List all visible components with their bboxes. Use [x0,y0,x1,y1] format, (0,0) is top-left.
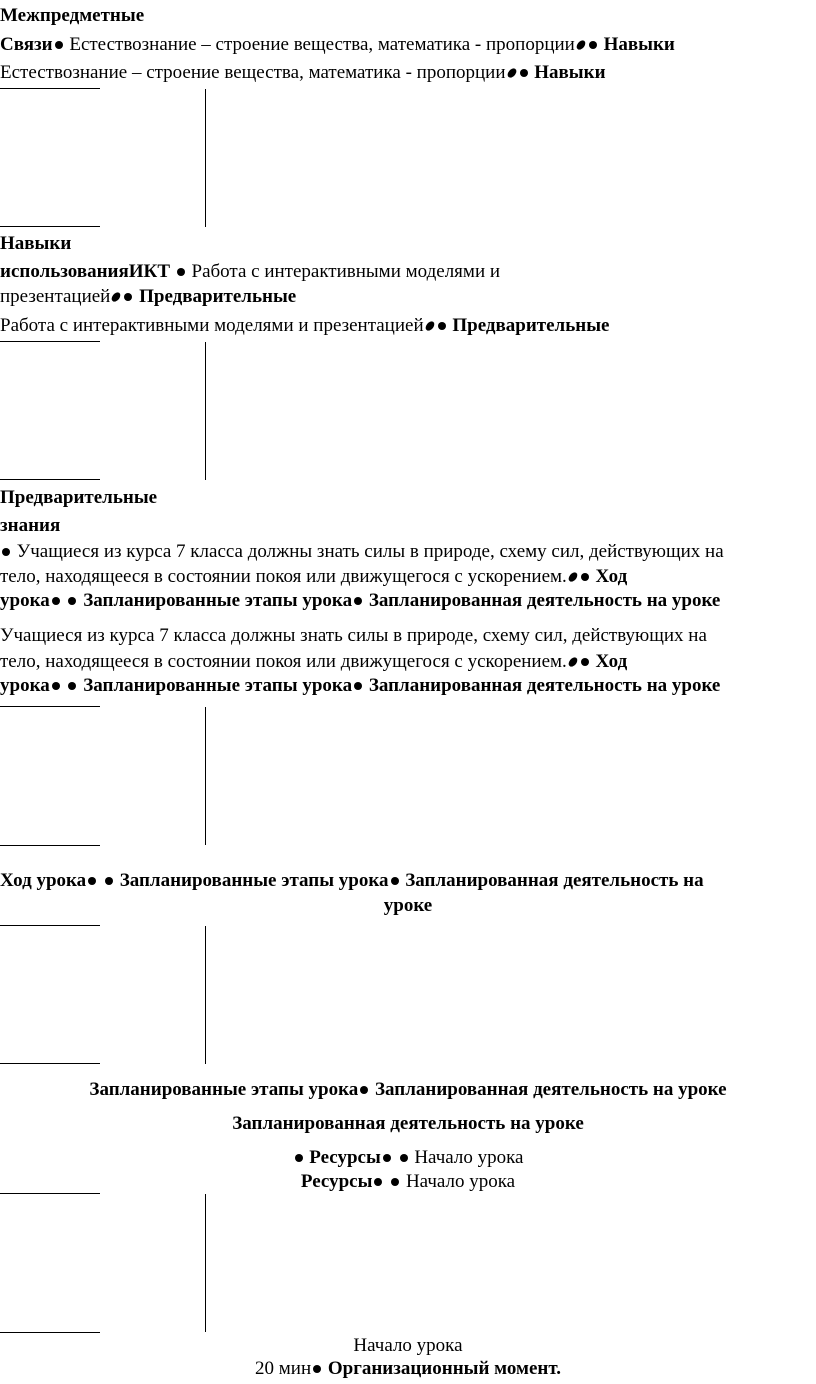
bullet-icon [506,68,517,77]
divider-top [0,88,100,89]
bullet-icon [520,69,528,77]
divider-vertical [205,89,206,227]
divider-vertical [205,1194,206,1332]
skills-line: использованияИКТ Работа с интерактивными моделями и [0,261,501,282]
skills-line-repeat: Работа с интерактивными моделями и презентацией Предварительные [0,315,610,336]
bullet-icon [424,321,435,330]
organizational-moment-line: 20 мин Организационный момент. [255,1358,561,1379]
lesson-flow-line: Ход урока Запланированные этапы урока Запланированная деятельность на [0,870,704,891]
bullet-icon [360,1086,368,1094]
bullet-icon [391,877,399,885]
section-title-interdisciplinary: Межпредметные [0,5,145,26]
bullet-icon [383,1154,391,1162]
bullet-icon [111,292,122,301]
divider-bottom [0,479,100,480]
prior-knowledge-repeat-1: Учащиеся из курса 7 класса должны знать силы в природе, схему сил, действующих на [0,625,707,646]
divider-bottom [0,226,100,227]
section-title-skills: Навыки [0,233,72,254]
bullet-icon [589,41,597,49]
prior-knowledge-repeat-2: тело, находящееся в состоянии покоя или движущегося с ускорением. Ход [0,651,628,672]
divider-bottom [0,1063,100,1064]
interdisciplinary-line-repeat: Естествознание – строение вещества, математика - пропорции Навыки [0,62,606,83]
resources-line: Ресурсы Начало урока [0,1146,816,1170]
bullet-icon [575,40,586,49]
divider-vertical [205,342,206,480]
divider-bottom [0,845,100,846]
interdisciplinary-line: Связи Естествознание – строение вещества, математика - пропорции Навыки [0,34,675,55]
prior-knowledge-repeat-3: урока Запланированные этапы урока Запланированная деятельность на уроке [0,675,721,696]
bullet-icon [581,658,589,666]
bullet-icon [177,268,185,276]
section-title-prior-knowledge: Предварительные [0,487,158,508]
lesson-flow-line-2: уроке [383,895,433,916]
bullet-icon [354,597,362,605]
bullet-icon [105,877,113,885]
bullet-icon [68,682,76,690]
divider-top [0,925,100,926]
prior-knowledge-line-2: тело, находящееся в состоянии покоя или движущегося с ускорением. Ход [0,566,628,587]
bullet-icon [581,573,589,581]
bullet-icon [438,322,446,330]
planned-stages-line: Запланированные этапы урока Запланированная деятельность на уроке [89,1079,727,1100]
bullet-icon [400,1154,408,1162]
divider-top [0,706,100,707]
divider-top [0,341,100,342]
lesson-start-line: Начало урока [353,1335,463,1356]
resources-line-repeat: Ресурсы Начало урока [300,1171,516,1192]
bullet-icon [354,682,362,690]
bullet-icon [124,293,132,301]
divider-vertical [205,926,206,1064]
section-title-prior-knowledge-2: знания [0,515,61,536]
bullet-icon [567,572,578,581]
bullet-icon [295,1154,303,1162]
planned-activity-line: Запланированная деятельность на уроке [232,1113,584,1134]
bullet-icon [391,1178,399,1186]
divider-bottom [0,1332,100,1333]
skills-line-2: презентацией Предварительные [0,286,297,307]
bullet-icon [88,877,96,885]
bullet-icon [68,597,76,605]
bullet-icon [52,597,60,605]
bullet-icon [374,1178,382,1186]
bullet-icon [52,682,60,690]
bullet-icon [2,548,10,556]
divider-top [0,1193,100,1194]
divider-vertical [205,707,206,845]
prior-knowledge-line-3: урока Запланированные этапы урока Запланированная деятельность на уроке [0,590,721,611]
prior-knowledge-line-1: Учащиеся из курса 7 класса должны знать силы в природе, схему сил, действующих на [0,540,724,564]
bullet-icon [567,657,578,666]
bullet-icon [55,41,63,49]
bullet-icon [313,1365,321,1373]
